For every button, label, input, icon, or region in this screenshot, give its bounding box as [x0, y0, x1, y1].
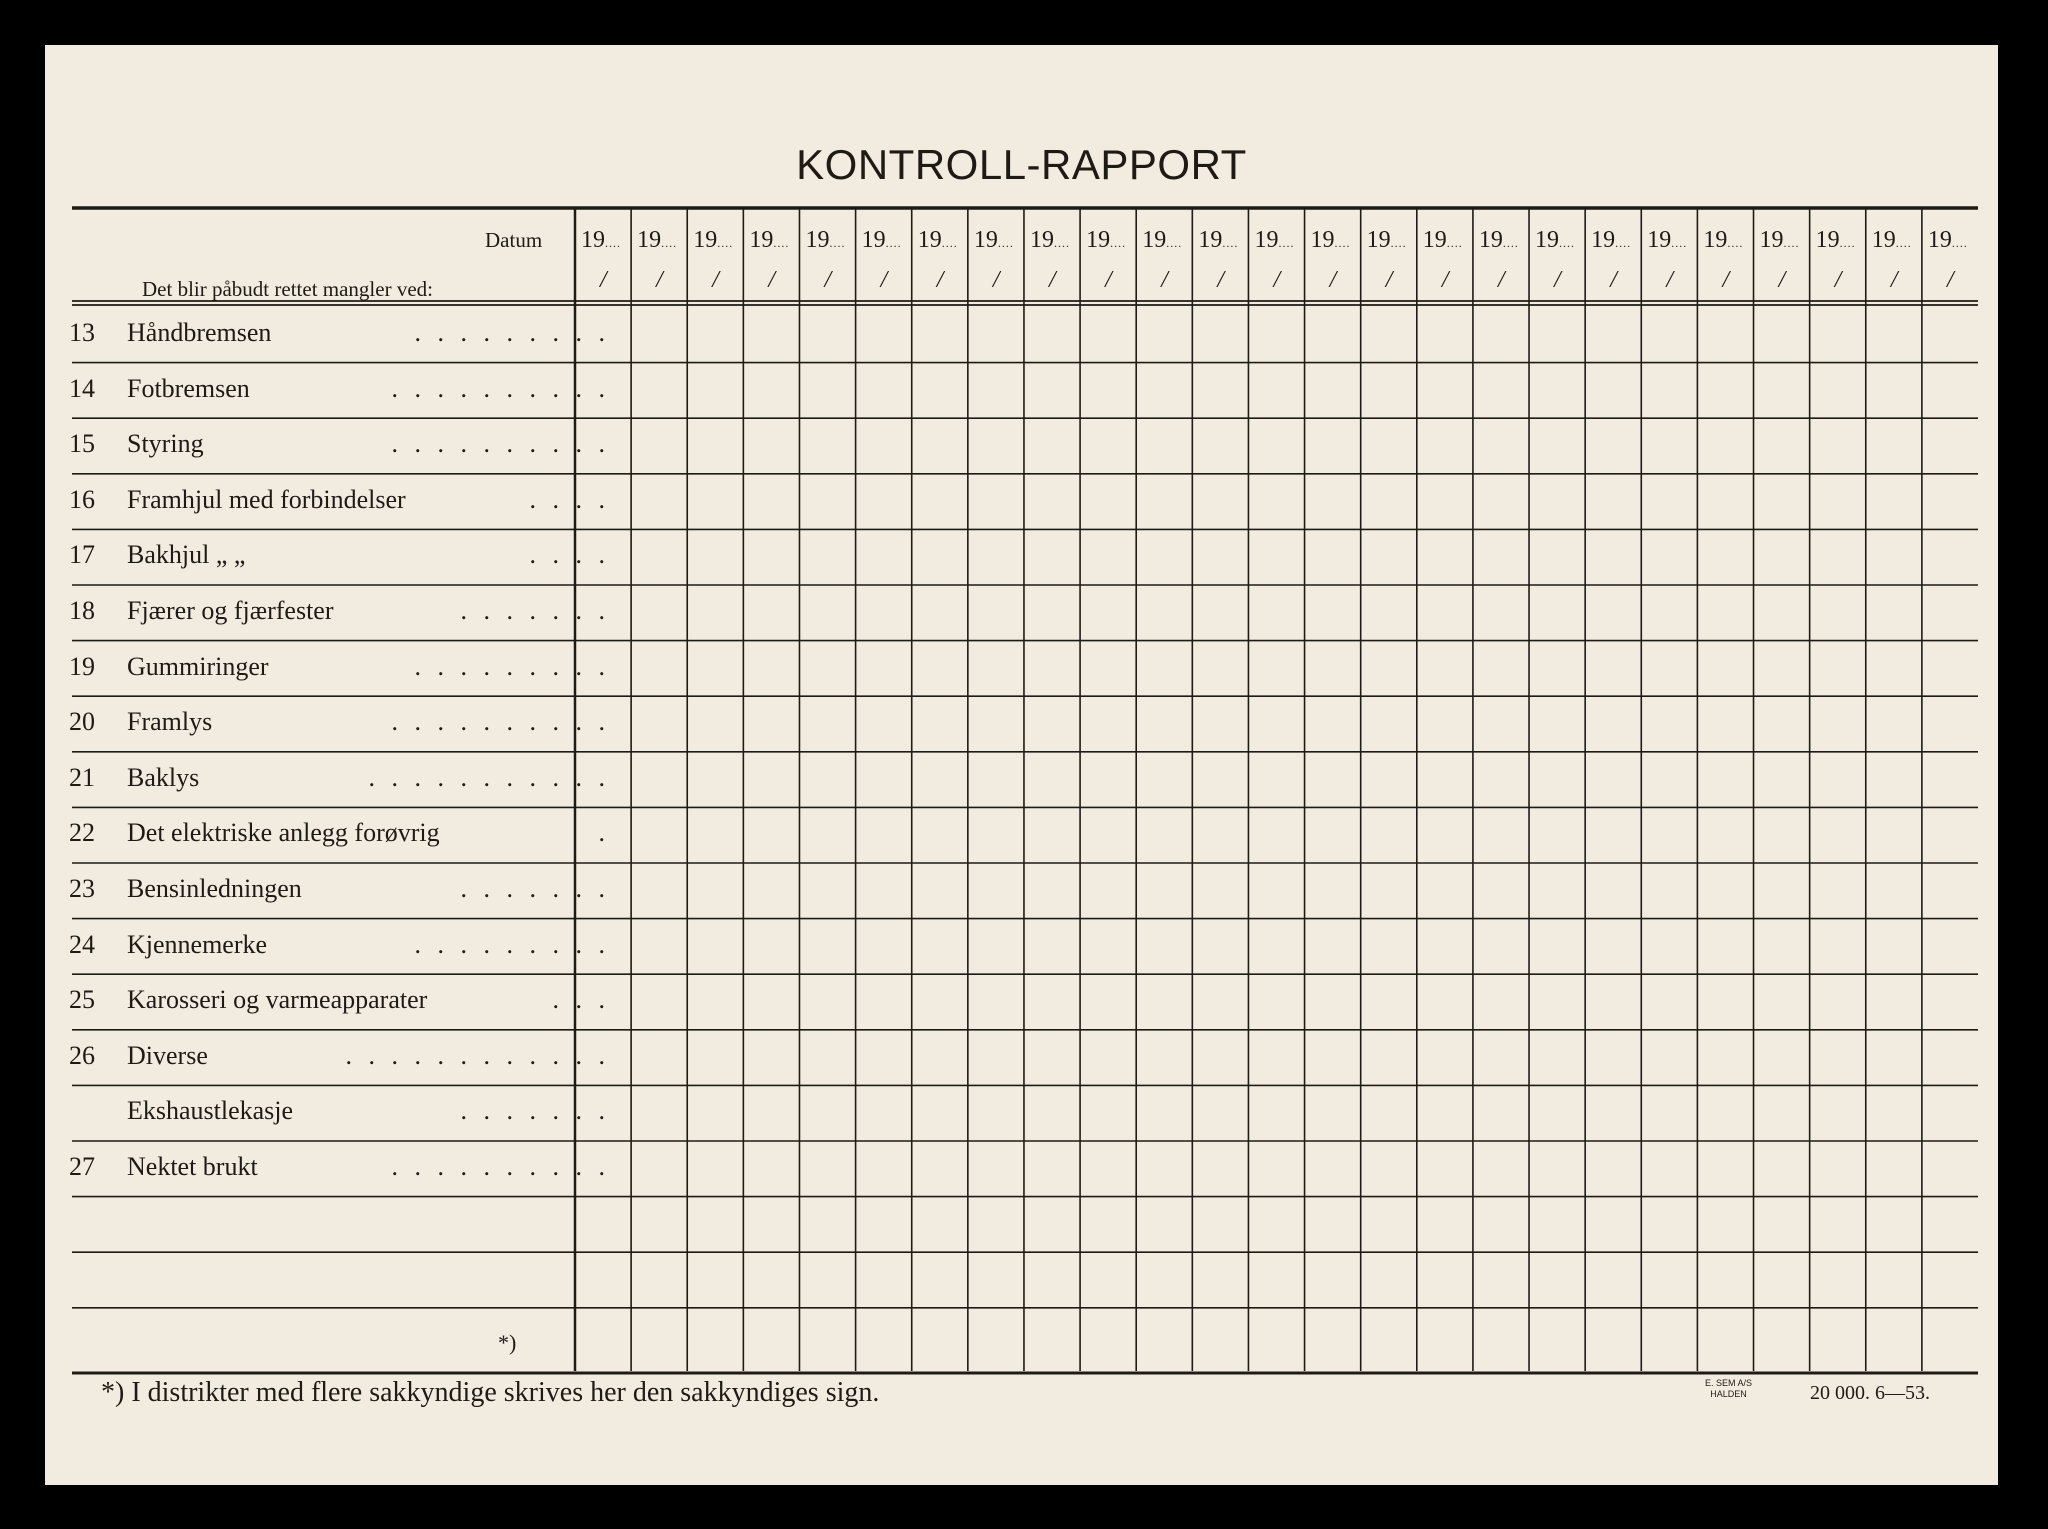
print-run: 20 000. 6—53. — [1810, 1382, 1930, 1404]
date-separator: / — [1610, 267, 1617, 293]
date-year-prefix: 19.... — [1198, 227, 1239, 253]
row-label: Gummiringer — [127, 651, 269, 681]
form-title: KONTROLL-RAPPORT — [796, 141, 1247, 188]
row-leader-dots: . . . . . . . — [460, 596, 610, 625]
row-label: Styring — [127, 429, 204, 459]
date-year-prefix: 19.... — [637, 227, 678, 253]
date-year-prefix: 19.... — [805, 227, 846, 253]
row-number: 24 — [69, 929, 95, 959]
date-separator: / — [1161, 267, 1168, 293]
report-card — [45, 45, 1998, 1485]
date-separator: / — [1217, 267, 1225, 293]
date-separator: / — [1441, 267, 1449, 293]
date-year-prefix: 19.... — [749, 227, 790, 253]
row-number: 22 — [69, 818, 95, 848]
date-separator: / — [936, 267, 944, 293]
header-instruction: Det blir påbudt rettet mangler ved: — [142, 277, 433, 301]
row-leader-dots: . . . . . . . . . — [414, 318, 610, 347]
row-leader-dots: . . . . . . . . . . — [391, 429, 610, 459]
date-separator: / — [1890, 267, 1898, 293]
row-label: Baklys — [127, 762, 200, 792]
row-leader-dots: . . . . . . . . . . . — [368, 762, 610, 792]
date-year-prefix: 19.... — [1254, 227, 1295, 253]
date-year-prefix: 19.... — [1029, 227, 1070, 253]
date-year-prefix: 19.... — [1647, 227, 1688, 253]
row-leader-dots: . . . — [552, 985, 610, 1015]
date-separator: / — [712, 267, 719, 293]
row-leader-dots: . . . . . . . . . — [414, 929, 610, 959]
row-label: Bakhjul „ „ — [127, 540, 246, 570]
date-year-prefix: 19.... — [1703, 227, 1744, 253]
row-number: 15 — [69, 429, 95, 459]
row-label: Det elektriske anlegg forøvrig — [127, 818, 440, 848]
date-separator: / — [1834, 267, 1842, 293]
row-leader-dots: . . . . . . . — [460, 874, 610, 903]
row-number: 21 — [69, 762, 95, 792]
date-year-prefix: 19.... — [581, 227, 621, 253]
row-label: Fotbremsen — [127, 373, 250, 403]
date-separator: / — [1778, 267, 1786, 293]
date-year-prefix: 19.... — [1086, 227, 1127, 253]
printer-city: HALDEN — [1710, 1389, 1747, 1399]
date-year-prefix: 19.... — [693, 227, 734, 253]
date-year-prefix: 19.... — [1366, 227, 1407, 253]
date-separator: / — [824, 267, 832, 293]
date-year-prefix: 19.... — [1142, 227, 1183, 253]
row-label: Bensinledningen — [127, 874, 302, 903]
date-year-prefix: 19.... — [973, 227, 1014, 253]
date-year-prefix: 19.... — [1815, 227, 1856, 253]
row-label: Framlys — [127, 707, 213, 737]
date-year-prefix: 19.... — [917, 227, 958, 253]
row-number: 16 — [69, 484, 95, 514]
date-separator: / — [992, 267, 1000, 293]
row-number: 27 — [69, 1152, 95, 1181]
row-number: 20 — [69, 707, 95, 737]
row-number — [69, 1091, 115, 1131]
date-year-prefix: 19.... — [1927, 227, 1968, 253]
row-leader-dots: . . . . . . . . . . — [391, 373, 610, 403]
row-leader-dots: . . . . . . . . . — [414, 651, 610, 681]
date-year-prefix: 19.... — [861, 227, 902, 253]
date-separator: / — [1722, 267, 1730, 293]
date-separator: / — [1049, 267, 1056, 293]
date-separator: / — [1666, 267, 1673, 293]
row-label: Fjærer og fjærfester — [127, 596, 334, 625]
date-year-prefix: 19.... — [1591, 227, 1632, 253]
row-label: Ekshaustlekasje — [127, 1096, 294, 1126]
row-number: 23 — [69, 874, 95, 903]
row-number: 13 — [69, 318, 95, 347]
date-separator: / — [880, 267, 888, 293]
row-number: 25 — [69, 985, 95, 1015]
row-label: Håndbremsen — [127, 318, 272, 347]
row-label: Karosseri og varmeapparater — [127, 985, 428, 1015]
date-separator: / — [600, 267, 607, 293]
date-year-prefix: 19.... — [1759, 227, 1800, 253]
date-year-prefix: 19.... — [1871, 227, 1912, 253]
row-number: 18 — [69, 596, 95, 625]
row-leader-dots: . . . . . . . — [460, 1096, 610, 1126]
row-leader-dots: . . . . . . . . . . — [391, 1152, 610, 1181]
row-number: 26 — [69, 1040, 95, 1070]
row-leader-dots: . — [598, 818, 610, 848]
row-leader-dots: . . . . — [529, 540, 610, 570]
row-number: 19 — [69, 651, 95, 681]
date-year-prefix: 19.... — [1422, 227, 1463, 253]
date-separator: / — [1329, 267, 1337, 293]
row-leader-dots: . . . . . . . . . . . . — [345, 1040, 610, 1070]
row-label: Framhjul med forbindelser — [127, 484, 406, 514]
footnote: *) I distrikter med flere sakkyndige skrives her den sakkyndiges sign. — [101, 1377, 880, 1408]
date-separator: / — [656, 267, 663, 293]
date-separator: / — [1105, 267, 1112, 293]
printer-name: E. SEM A/S — [1705, 1378, 1753, 1388]
row-number: 17 — [69, 540, 95, 570]
date-year-prefix: 19.... — [1535, 227, 1576, 253]
row-leader-dots: . . . . . . . . . . — [391, 707, 610, 737]
form-grid — [45, 45, 1998, 1485]
row-label: Diverse — [127, 1040, 208, 1070]
signature-marker: *) — [498, 1330, 517, 1355]
row-number: 14 — [69, 373, 95, 403]
header-datum: Datum — [485, 228, 543, 252]
date-separator: / — [1273, 267, 1281, 293]
date-separator: / — [1554, 267, 1561, 293]
date-year-prefix: 19.... — [1310, 227, 1351, 253]
date-year-prefix: 19.... — [1478, 227, 1519, 253]
printer-imprint — [1705, 1378, 1752, 1400]
date-separator: / — [1497, 267, 1505, 293]
date-separator: / — [1385, 267, 1393, 293]
date-separator: / — [768, 267, 776, 293]
row-label: Nektet brukt — [127, 1152, 258, 1181]
row-leader-dots: . . . . — [529, 484, 610, 514]
row-label: Kjennemerke — [127, 929, 268, 959]
date-separator: / — [1946, 267, 1954, 293]
